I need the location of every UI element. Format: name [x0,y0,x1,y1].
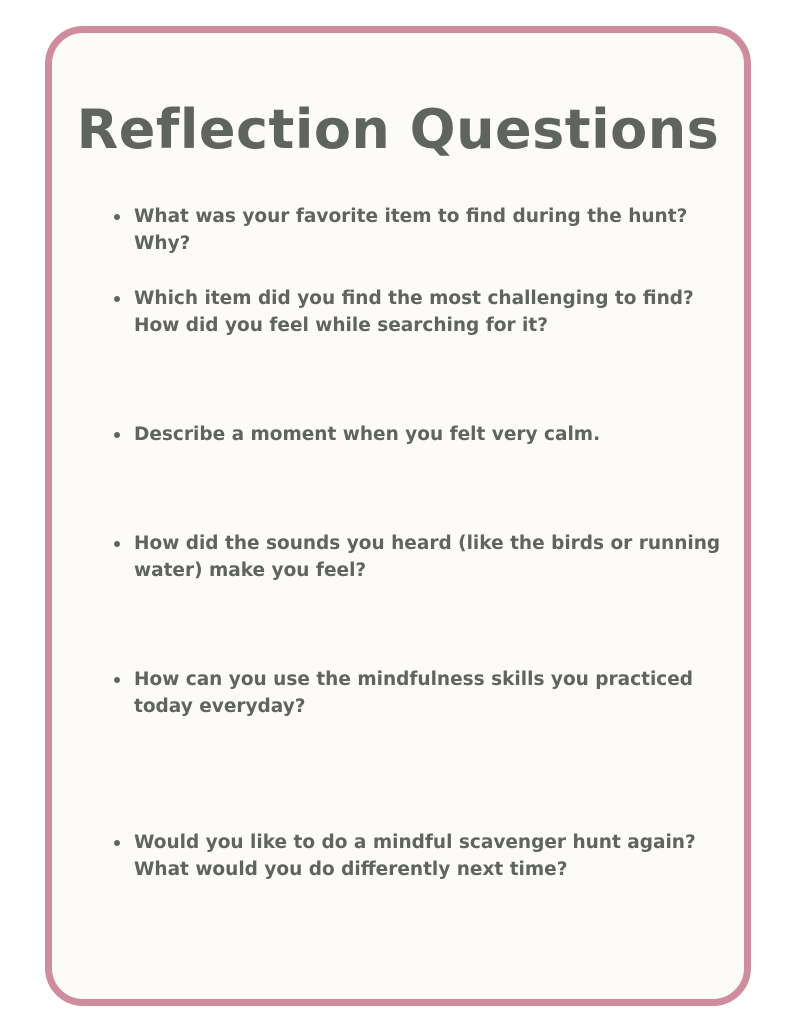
list-item [114,530,744,584]
bullet-icon [114,296,120,302]
list-item [114,666,744,720]
bullet-icon [114,432,120,438]
worksheet-card [45,26,751,1006]
question-text: Which item did you find the most challenging to find? How did you feel while searching for it? [134,288,694,336]
question-text: How can you use the mindfulness skills you practiced today everyday? [134,669,694,717]
list-item [114,829,744,883]
bullet-icon [114,541,120,547]
question-text: Describe a moment when you felt very calm. [134,424,601,445]
bullet-icon [114,214,120,220]
bullet-icon [114,677,120,683]
list-item [114,285,744,339]
question-text: How did the sounds you heard (like the birds or running water) make you feel? [134,533,721,581]
bullet-icon [114,840,120,846]
question-text: What was your favorite item to find during the hunt? Why? [134,206,688,254]
question-text: Would you like to do a mindful scavenger hunt again? What would you do differently next time? [134,832,696,880]
list-item [114,421,744,448]
list-item [114,203,744,257]
page-title: Reflection Questions [76,98,720,161]
